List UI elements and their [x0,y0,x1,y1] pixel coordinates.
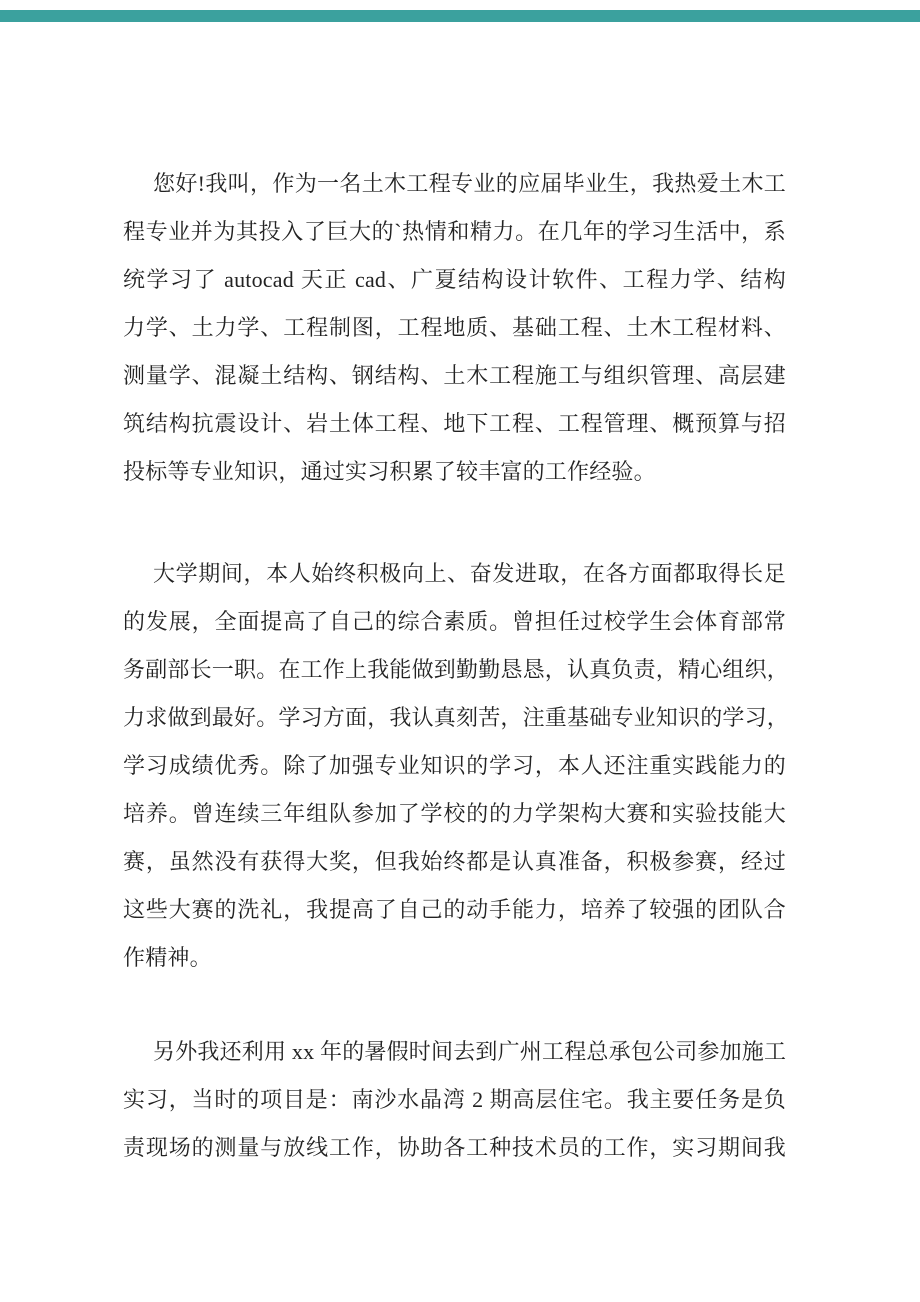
document-body [123,160,790,1172]
text-line: 程专业并为其投入了巨大的`热情和精力。在几年的学习生活中，系 [123,219,786,244]
text-line: 责现场的测量与放线工作，协助各工种技术员的工作，实习期间我 [123,1135,786,1160]
paragraph [123,160,786,496]
text-line: 务副部长一职。在工作上我能做到勤勤恳恳，认真负责，精心组织， [123,657,790,682]
text-line: 投标等专业知识，通过实习积累了较丰富的工作经验。 [123,459,656,484]
paragraph [123,550,790,982]
text-line: 培养。曾连续三年组队参加了学校的的力学架构大赛和实验技能大 [123,801,786,826]
text-line: 力求做到最好。学习方面，我认真刻苦，注重基础专业知识的学习， [123,705,790,730]
text-line: 这些大赛的洗礼，我提高了自己的动手能力，培养了较强的团队合 [123,897,786,922]
text-line: 您好!我叫，作为一名土木工程专业的应届毕业生，我热爱土木工 [153,171,786,196]
text-line: 筑结构抗震设计、岩土体工程、地下工程、工程管理、概预算与招 [123,411,786,436]
text-line: 另外我还利用 xx 年的暑假时间去到广州工程总承包公司参加施工 [153,1039,787,1064]
top-accent-bar [0,10,920,22]
text-line: 作精神。 [123,945,212,970]
text-line: 大学期间，本人始终积极向上、奋发进取，在各方面都取得长足 [153,561,786,586]
text-line: 实习，当时的项目是：南沙水晶湾 2 期高层住宅。我主要任务是负 [123,1087,786,1112]
text-line: 学习成绩优秀。除了加强专业知识的学习，本人还注重实践能力的 [123,753,786,778]
paragraph [123,1028,786,1172]
text-line: 力学、土力学、工程制图，工程地质、基础工程、土木工程材料、 [123,315,786,340]
text-line: 赛，虽然没有获得大奖，但我始终都是认真准备，积极参赛，经过 [123,849,786,874]
text-line: 测量学、混凝土结构、钢结构、土木工程施工与组织管理、高层建 [123,363,786,388]
text-line: 的发展，全面提高了自己的综合素质。曾担任过校学生会体育部常 [123,609,786,634]
text-line: 统学习了 autocad 天正 cad、广夏结构设计软件、工程力学、结构 [123,267,786,292]
